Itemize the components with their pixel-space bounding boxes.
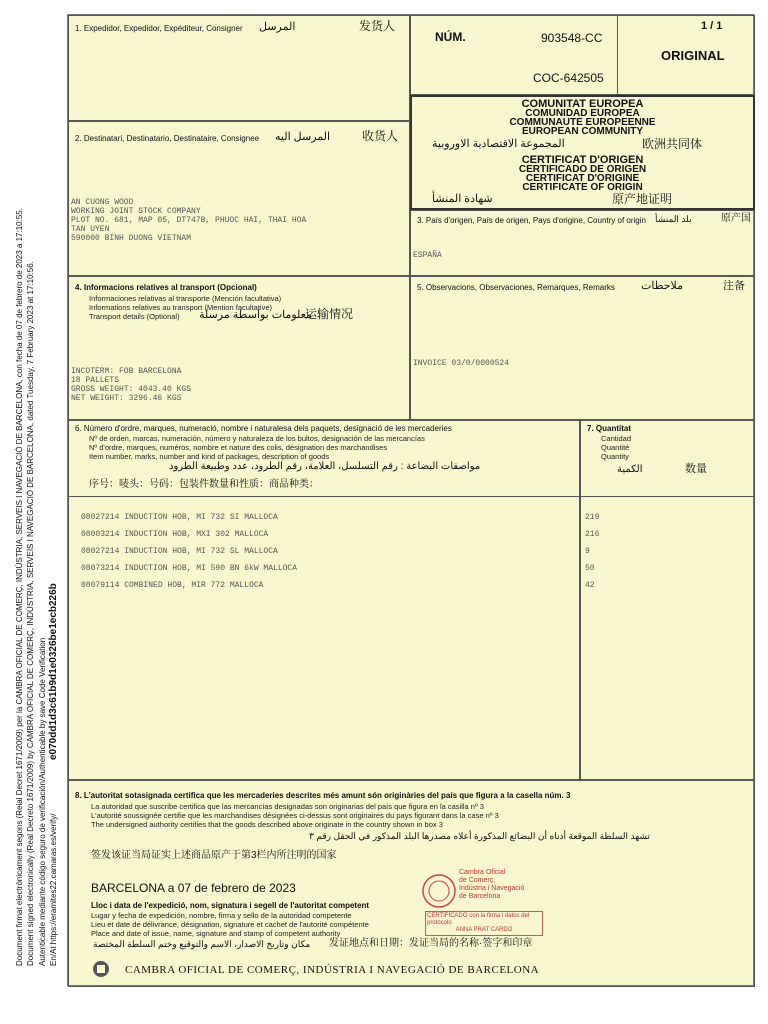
transport-title: 4. Informacions relatives al transport (Opcional) (75, 283, 257, 292)
signature-sub: Place and date of issue, name, signature and stamp of competent authority (91, 929, 341, 938)
quantity-chinese: 数量 (685, 463, 707, 475)
stamp-signer: ANNA PRAT CARDO (455, 927, 513, 933)
box-consigner (68, 15, 410, 121)
goods-sub: Nº d'ordre, marques, numéros, nombre et nature des colis, désignation des marchandises (89, 443, 388, 452)
transport-details (71, 367, 191, 403)
stamp-text (459, 869, 524, 901)
consignee-address (71, 198, 306, 243)
signature-label (91, 901, 369, 911)
coc-number: COC-642505 (533, 71, 604, 85)
footer-chamber: CAMBRA OFICIAL DE COMERÇ, INDÚSTRIA I NAVEGACIÓ DE BARCELONA (125, 964, 540, 976)
origin-value: ESPAÑA (413, 251, 442, 260)
eu-line-fr: COMMUNAUTE EUROPEENNE (509, 117, 656, 128)
box-number (410, 15, 755, 95)
item-quantity: 216 (585, 530, 600, 539)
transport-sub: Informaciones relativas al transporte (Mención facultativa) (89, 294, 282, 303)
cert-arabic: شهادة المنشأ (432, 193, 493, 205)
chamber-stamp (419, 869, 549, 939)
quantity-sub: Quantité (601, 443, 630, 452)
certification-sub: La autoridad que suscribe certifica que las mercancías designadas son originarias del país que figura en la casilla nº 3 (91, 802, 484, 811)
box-remarks (410, 276, 755, 420)
origin-arabic: بلد المنشأ (655, 214, 692, 224)
box-consignee (68, 121, 410, 276)
remarks-label: 5. Observacions, Observaciones, Remarques, Remarks (417, 283, 615, 292)
signature-chinese: 发证地点和日期：发证当局的名称·签字和印章 (329, 938, 533, 949)
eu-chinese: 欧洲共同体 (642, 137, 703, 151)
consignee-arabic: المرسل اليه (275, 131, 331, 143)
item-description: 08073214 INDUCTION HOB, MI 590 BN 6kW MALLOCA (81, 564, 298, 573)
certification-sub: L'autorité soussignée certifie que les marchandises désignées ci-dessus sont originaires du pays figurant dans la case nº 3 (91, 811, 499, 820)
transport-line: GROSS WEIGHT: 4043.40 KGS (71, 385, 192, 394)
box-country-origin (410, 210, 755, 276)
quantity-sub: Cantidad (601, 434, 632, 443)
cert-line-en: CERTIFICATE OF ORIGIN (522, 182, 643, 193)
item-description: 08003214 INDUCTION HOB, MXI 302 MALLOCA (81, 530, 269, 539)
signature-sub: Lieu et date de délivrance, désignation, signature et cachet de l'autorité compétente (91, 920, 369, 929)
address-line: 590000 BINH DUONG VIETNAM (71, 234, 192, 243)
certification-label (75, 791, 570, 801)
stamp-line: de Comerç, (459, 877, 496, 884)
stamp-line: Indústria i Navegació (459, 885, 525, 892)
address-line: WORKING JOINT STOCK COMPANY (71, 207, 201, 216)
box-transport (68, 276, 410, 420)
remarks-chinese: 注备 (723, 280, 745, 292)
address-line: TAN UYEN (71, 225, 110, 234)
eu-line-ca: COMUNITAT EUROPEA (521, 98, 644, 110)
eu-line-es: COMUNIDAD EUROPEA (525, 108, 640, 119)
address-line: PLOT NO. 681, MAP 05, DT747B, PHUOC HAI, THAI HOA (71, 216, 307, 225)
item-quantity: 9 (585, 547, 590, 556)
verification-label: Autenticable mediante código seguro de verificación/Authenticable by save Code Verification (38, 637, 47, 966)
verification-line3 (37, 638, 48, 966)
consignee-chinese: 收货人 (362, 129, 399, 143)
chamber-logo-icon (91, 959, 111, 979)
quantity-sub: Quantity (601, 452, 629, 461)
goods-chinese: 序号：唛头：号码：包装件数量和性质：商品种类： (89, 479, 319, 490)
num-label: NÚM. (435, 30, 466, 44)
transport-line: INCOTERM: FOB BARCELONA (71, 367, 182, 376)
cert-line-ca: CERTIFICAT D'ORIGEN (521, 154, 644, 166)
box-quantity (580, 420, 755, 780)
verification-code: e070dd1d3c61b9d1e0326be1ecb226b (48, 583, 59, 760)
consignee-label: 2. Destinatari, Destinatario, Destinataire, Consignee (75, 134, 260, 143)
origin-label: 3. País d'origen, País de origen, Pays d'origine, Country of origin (417, 216, 646, 225)
goods-sub: Item number, marks, number and kind of packages, description of goods (89, 452, 330, 461)
transport-sub: Informations relatives au transport (Mention facultative) (89, 303, 272, 312)
page-counter: 1 / 1 (701, 20, 723, 32)
place-date: BARCELONA a 07 de febrero de 2023 (91, 881, 296, 895)
cert-chinese: 原产地证明 (612, 192, 673, 206)
item-description: 08079114 COMBINED HOB, MIR 772 MALLOCA (81, 581, 264, 590)
address-line: AN CUONG WOOD (71, 198, 134, 207)
certificate-document (67, 14, 754, 986)
box-eu-certificate (410, 95, 755, 210)
verification-line1: Document firmat electrònicament segons (Reial Decret 1671/2009) per la CAMBRA OFICIAL DE COMERÇ, INDÚSTRIA, SERVEIS I NAVEGACIÓ DE BARCELONA, con fecha de 07 de febrero de 2023 a 17:10:55. (15, 208, 24, 966)
original-label: ORIGINAL (661, 48, 725, 63)
remarks-value: INVOICE 03/0/0000524 (413, 359, 510, 368)
eu-line-en: EUROPEAN COMMUNITY (521, 126, 644, 137)
chamber-seal-icon (419, 871, 459, 911)
consigner-arabic: المرسل (259, 21, 296, 33)
transport-line: NET WEIGHT: 3296.46 KGS (71, 394, 182, 403)
eu-arabic: المجموعة الاقتصادية الاوروبية (432, 138, 565, 150)
item-description: 08027214 INDUCTION HOB, MI 732 SL MALLOCA (81, 547, 278, 556)
num-value: 903548-CC (541, 31, 603, 45)
transport-sub: Transport details (Optional) (89, 312, 180, 321)
quantity-arabic: الكمية (617, 464, 643, 475)
item-description: 08027214 INDUCTION HOB, MI 732 SI MALLOCA (81, 513, 278, 522)
certification-sub: The undersigned authority certifies that the goods described above originate in the country shown in box 3 (91, 820, 443, 829)
verification-url: En/At https://eramites22.camaras.es/verify/ (49, 813, 58, 966)
goods-sub: Nº de orden, marcas, numeración, número y naturaleza de los bultos, designación de las mercancías (89, 434, 425, 443)
cert-line-fr: CERTIFICAT D'ORIGINE (525, 173, 640, 184)
item-quantity: 42 (585, 581, 595, 590)
stamp-certificate-box (425, 911, 543, 936)
transport-label (75, 283, 257, 293)
consigner-chinese: 发货人 (359, 19, 396, 33)
signature-arabic: مكان وتاريخ الاصدار، الاسم والتوقيع وختم السلطة المختصة (93, 939, 311, 949)
origin-chinese: 原产国 (721, 213, 751, 224)
signature-sub: Lugar y fecha de expedición, nombre, firma y sello de la autoridad competente (91, 911, 352, 920)
certification-title: 8. L'autoritat sotasignada certifica que les mercaderies descrites més amunt són originàries del país que figura a la casella núm. 3 (75, 791, 571, 800)
transport-line: 18 PALLETS (71, 376, 120, 385)
signature-title: Lloc i data de l'expedició, nom, signatura i segell de l'autoritat competent (91, 901, 370, 910)
remarks-arabic: ملاحظات (641, 280, 683, 292)
item-quantity: 219 (585, 513, 600, 522)
stamp-line: Cambra Oficial (459, 869, 506, 876)
quantity-title: 7. Quantitat (587, 424, 632, 433)
verification-line2: Document signed electronically (Real Decreto 1671/2009) by CAMBRA OFICIAL DE COMERÇ, INDÚSTRIA, SERVEIS I NAVEGACIÓ DE BARCELONA, dated Tuesday, 7 February 2023 at 17:10:56. (26, 261, 35, 966)
stamp-cert-text: CERTIFICADO con la firma i datos del protocolo (427, 913, 530, 926)
cert-line-es: CERTIFICADO DE ORIGEN (518, 164, 647, 175)
certification-chinese: 签发该证当局证实上述商品原产于第3栏内所注明的国家 (91, 850, 337, 861)
transport-chinese: 运输情况 (305, 307, 354, 321)
consigner-label: 1. Expedidor, Expedidor, Expéditeur, Consigner (75, 24, 243, 33)
box-goods-description (68, 420, 580, 780)
certification-arabic: تشهد السلطة الموقعة أدناه أن البضائع المذكورة أعلاه مصدرها البلد المذكور في الحقل رقم ٣ (309, 831, 650, 841)
goods-arabic: مواصفات البضاعة : رقم التسلسل، العلامة، رقم الطرود، عدد وطبيعة الطرود (169, 461, 481, 472)
transport-arabic: معلومات بواسطة مرسلة (199, 309, 312, 321)
quantity-label (587, 424, 631, 434)
item-quantity: 50 (585, 564, 595, 573)
box-certification (68, 780, 755, 987)
stamp-line: de Barcelona (459, 893, 501, 900)
goods-label: 6. Número d'ordre, marques, numeració, nombre i naturalesa dels paquets, designació de les mercaderies (75, 424, 452, 433)
